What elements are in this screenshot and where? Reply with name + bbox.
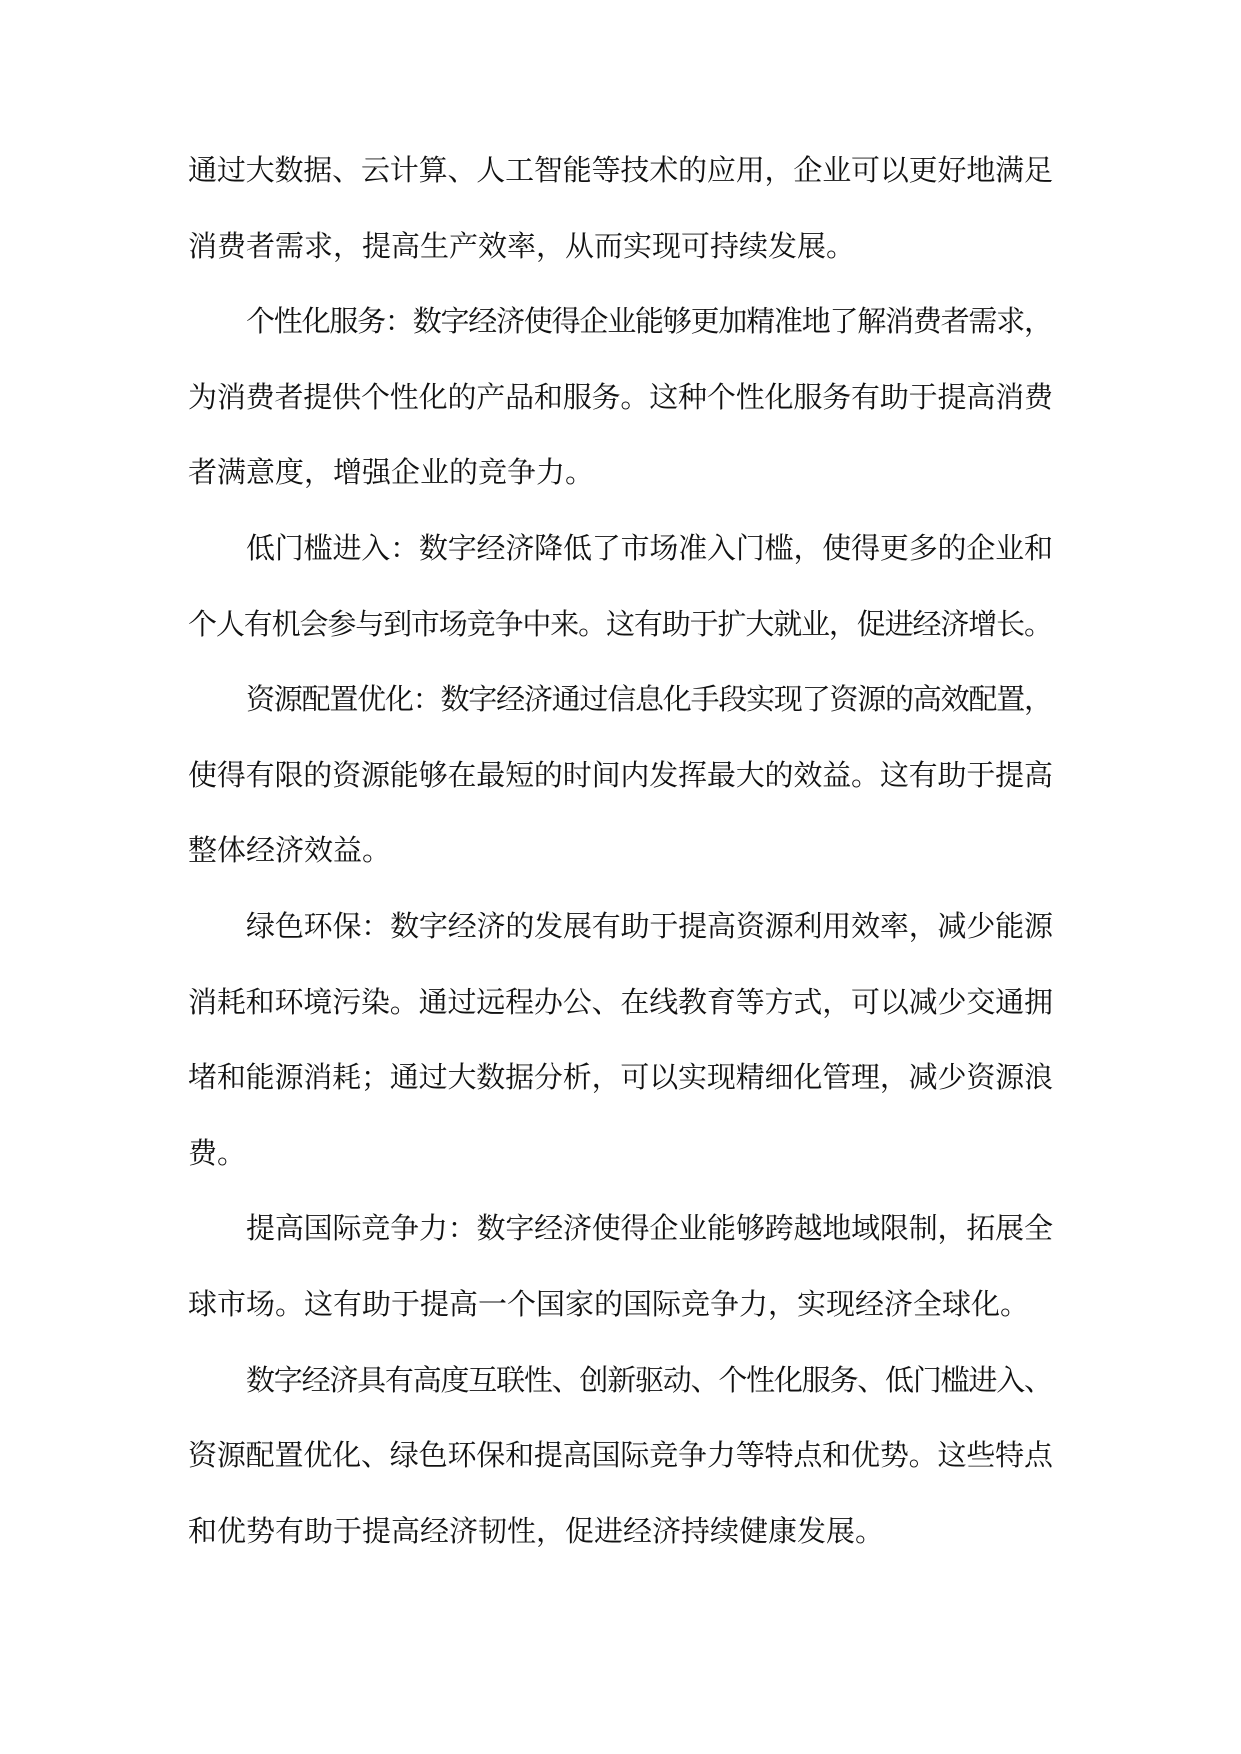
text-line: 个人有机会参与到市场竞争中来。这有助于扩大就业，促进经济增长。 [188, 606, 1052, 641]
text-line: 整体经济效益。 [188, 833, 392, 868]
paragraph [188, 511, 1053, 662]
text-line: 使得有限的资源能够在最短的时间内发挥最大的效益。这有助于提高 [188, 757, 1053, 792]
text-line: 和优势有助于提高经济韧性，促进经济持续健康发展。 [188, 1513, 885, 1548]
paragraph [188, 662, 1053, 889]
text-line: 费。 [188, 1135, 247, 1170]
document-body [188, 133, 1053, 1569]
text-line: 堵和能源消耗；通过大数据分析，可以实现精细化管理，减少资源浪 [188, 1060, 1053, 1095]
text-line: 为消费者提供个性化的产品和服务。这种个性化服务有助于提高消费 [188, 379, 1053, 414]
text-line: 个性化服务：数字经济使得企业能够更加精准地了解消费者需求， [246, 304, 1052, 339]
text-line: 资源配置优化：数字经济通过信息化手段实现了资源的高效配置， [246, 682, 1052, 717]
paragraph [188, 284, 1053, 511]
paragraph [188, 889, 1053, 1191]
text-line: 提高国际竞争力：数字经济使得企业能够跨越地域限制，拓展全 [246, 1211, 1053, 1246]
text-line: 低门槛进入：数字经济降低了市场准入门槛，使得更多的企业和 [246, 530, 1053, 565]
text-line: 球市场。这有助于提高一个国家的国际竞争力，实现经济全球化。 [188, 1286, 1030, 1321]
paragraph [188, 1343, 1053, 1570]
text-line: 通过大数据、云计算、人工智能等技术的应用，企业可以更好地满足 [188, 153, 1053, 187]
text-line: 资源配置优化、绿色环保和提高国际竞争力等特点和优势。这些特点 [188, 1438, 1053, 1473]
text-line: 者满意度，增强企业的竞争力。 [188, 455, 595, 490]
text-line: 消耗和环境污染。通过远程办公、在线教育等方式，可以减少交通拥 [188, 984, 1053, 1019]
text-line: 绿色环保：数字经济的发展有助于提高资源利用效率，减少能源 [246, 908, 1053, 943]
text-line: 数字经济具有高度互联性、创新驱动、个性化服务、低门槛进入、 [246, 1362, 1052, 1397]
text-line: 消费者需求，提高生产效率，从而实现可持续发展。 [188, 228, 856, 263]
paragraph [188, 133, 1053, 284]
paragraph [188, 1191, 1053, 1342]
